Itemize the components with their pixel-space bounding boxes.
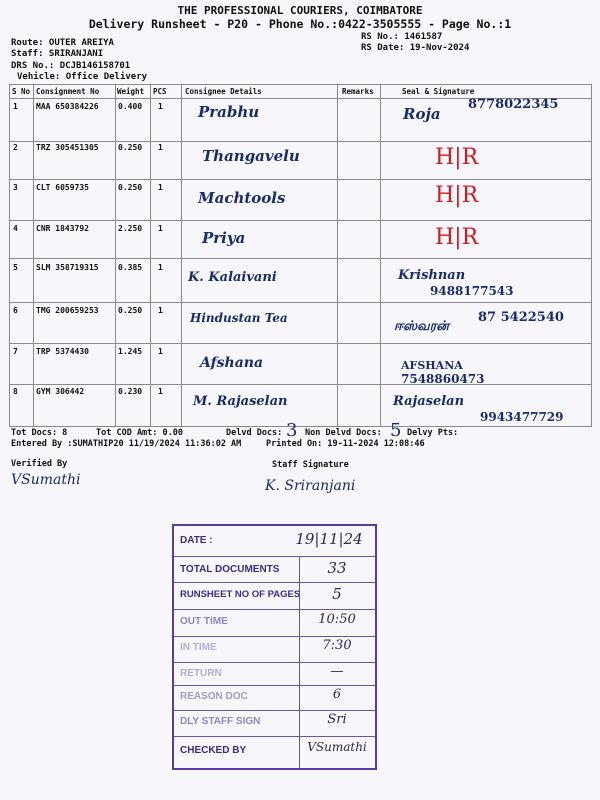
header-pcs: PCS bbox=[153, 87, 167, 96]
non-delivered-label: Non Delvd Docs: bbox=[305, 428, 382, 438]
cell-weight: 0.250 bbox=[118, 183, 143, 192]
cell-consignment: TMG 200659253 bbox=[36, 306, 99, 315]
stamp-reason-label: REASON DOC bbox=[180, 691, 248, 702]
staff-label: Staff: SRIRANJANI bbox=[11, 49, 104, 59]
cell-consignee: Priya bbox=[202, 229, 246, 247]
cell-consignee: M. Rajaselan bbox=[193, 394, 288, 409]
vehicle-label: Vehicle: Office Delivery bbox=[17, 72, 148, 82]
stamp-checked-by-label: CHECKED BY bbox=[180, 745, 247, 756]
stamp-out-time-value: 10:50 bbox=[318, 612, 356, 627]
stamp-total-documents-value: 33 bbox=[327, 559, 347, 577]
cell-seal: H|R bbox=[435, 183, 479, 208]
stamp-in-time-value: 7:30 bbox=[322, 638, 352, 653]
cell-pcs: 1 bbox=[158, 143, 163, 152]
stamp-pages-label: RUNSHEET NO OF PAGES bbox=[180, 589, 301, 600]
stamp-date-value: 19|11|24 bbox=[295, 530, 363, 548]
non-delivered-value: 5 bbox=[390, 420, 402, 441]
cell-consignee: K. Kalaivani bbox=[188, 270, 277, 285]
cell-sno: 6 bbox=[13, 306, 18, 315]
stamp-checked-by-value: VSumathi bbox=[307, 740, 367, 754]
cell-seal: Rajaselan bbox=[393, 394, 465, 409]
verified-signature: VSumathi bbox=[11, 472, 81, 488]
cell-sno: 8 bbox=[13, 387, 18, 396]
cell-weight: 0.230 bbox=[118, 387, 143, 396]
header-seal: Seal & Signature bbox=[402, 87, 475, 96]
rs-date: RS Date: 19-Nov-2024 bbox=[361, 43, 470, 53]
header-weight: Weight bbox=[117, 87, 145, 96]
stamp-date-label: DATE : bbox=[180, 535, 213, 546]
cell-sno: 7 bbox=[13, 347, 18, 356]
header-consignee: Consignee Details bbox=[185, 87, 262, 96]
cell-consignment: TRP 5374430 bbox=[36, 347, 89, 356]
cell-consignment: CLT 6059735 bbox=[36, 183, 89, 192]
cell-weight: 0.385 bbox=[118, 263, 143, 272]
cell-seal: H|R bbox=[435, 145, 479, 170]
cell-sno: 2 bbox=[13, 143, 18, 152]
stamp-staff-sign-label: DLY STAFF SIGN bbox=[180, 716, 261, 727]
delivery-points: Delvy Pts: bbox=[407, 428, 459, 438]
cell-consignment: TRZ 305451305 bbox=[36, 143, 99, 152]
cell-seal-phone: 7548860473 bbox=[401, 372, 485, 386]
staff-signature-label: Staff Signature bbox=[272, 460, 349, 470]
cell-seal: AFSHANA bbox=[401, 359, 463, 372]
cell-seal: Krishnan bbox=[398, 268, 466, 283]
runsheet-table bbox=[9, 84, 592, 427]
header-consignment: Consignment No bbox=[36, 87, 100, 96]
delivered-docs-label: Delvd Docs: bbox=[226, 428, 283, 438]
cell-seal: ஈஸ்வரன் bbox=[394, 319, 449, 334]
runsheet-title: Delivery Runsheet - P20 - Phone No.:0422-3505555 - Page No.:1 bbox=[88, 17, 512, 31]
cell-consignee: Thangavelu bbox=[202, 147, 300, 165]
drs-label: DRS No.: DCJB146158701 bbox=[11, 61, 131, 71]
cell-sno: 1 bbox=[13, 102, 18, 111]
cell-pcs: 1 bbox=[158, 263, 163, 272]
entered-by: Entered By :SUMATHIP20 11/19/2024 11:36:02 AM bbox=[11, 439, 242, 449]
cell-pcs: 1 bbox=[158, 183, 163, 192]
cell-pcs: 1 bbox=[158, 306, 163, 315]
printed-on: Printed On: 19-11-2024 12:08:46 bbox=[266, 439, 425, 449]
runsheet-stamp bbox=[172, 524, 377, 770]
stamp-return-value: — bbox=[330, 664, 344, 679]
verified-by-label: Verified By bbox=[11, 459, 68, 469]
header-remarks: Remarks bbox=[342, 87, 374, 96]
stamp-return-label: RETURN bbox=[180, 668, 222, 679]
cell-weight: 0.400 bbox=[118, 102, 143, 111]
stamp-reason-value: 6 bbox=[332, 687, 342, 702]
delivered-docs-value: 3 bbox=[286, 420, 298, 441]
cell-consignee: Hindustan Tea bbox=[190, 311, 288, 325]
cell-seal-phone: 87 5422540 bbox=[478, 310, 564, 325]
cell-seal-phone: 9488177543 bbox=[430, 284, 514, 298]
cell-seal-phone: 9943477729 bbox=[480, 410, 564, 424]
cell-consignment: GYM 306442 bbox=[36, 387, 85, 396]
cell-consignee: Machtools bbox=[198, 189, 286, 207]
cell-weight: 2.250 bbox=[118, 224, 143, 233]
cell-pcs: 1 bbox=[158, 387, 163, 396]
cell-sno: 3 bbox=[13, 183, 18, 192]
cell-weight: 1.245 bbox=[118, 347, 143, 356]
staff-signature: K. Sriranjani bbox=[265, 478, 356, 494]
cell-consignment: MAA 650384226 bbox=[36, 102, 99, 111]
total-docs: Tot Docs: 8 bbox=[11, 428, 68, 438]
cell-consignee: Afshana bbox=[200, 355, 264, 371]
stamp-out-time-label: OUT TIME bbox=[180, 616, 228, 627]
cell-consignment: SLM 358719315 bbox=[36, 263, 99, 272]
cell-consignee: Prabhu bbox=[198, 103, 260, 121]
route-label: Route: OUTER AREIYA bbox=[11, 38, 114, 48]
cell-pcs: 1 bbox=[158, 102, 163, 111]
cell-seal: H|R bbox=[435, 225, 479, 250]
header-sno: S No bbox=[12, 87, 31, 96]
company-title: THE PROFESSIONAL COURIERS, COIMBATORE bbox=[177, 4, 423, 17]
cell-weight: 0.250 bbox=[118, 306, 143, 315]
cell-sno: 5 bbox=[13, 263, 18, 272]
cell-sno: 4 bbox=[13, 224, 18, 233]
stamp-total-documents-label: TOTAL DOCUMENTS bbox=[180, 564, 280, 575]
rs-number: RS No.: 1461587 bbox=[361, 32, 443, 42]
cell-seal-phone: 8778022345 bbox=[468, 97, 559, 112]
stamp-in-time-label: IN TIME bbox=[180, 642, 217, 653]
cell-weight: 0.250 bbox=[118, 143, 143, 152]
stamp-pages-value: 5 bbox=[332, 585, 342, 603]
cell-pcs: 1 bbox=[158, 347, 163, 356]
total-cod: Tot COD Amt: 0.00 bbox=[96, 428, 183, 438]
stamp-staff-sign-value: Sri bbox=[327, 712, 347, 727]
cell-pcs: 1 bbox=[158, 224, 163, 233]
cell-consignment: CNR 1843792 bbox=[36, 224, 89, 233]
cell-seal: Roja bbox=[403, 105, 441, 123]
